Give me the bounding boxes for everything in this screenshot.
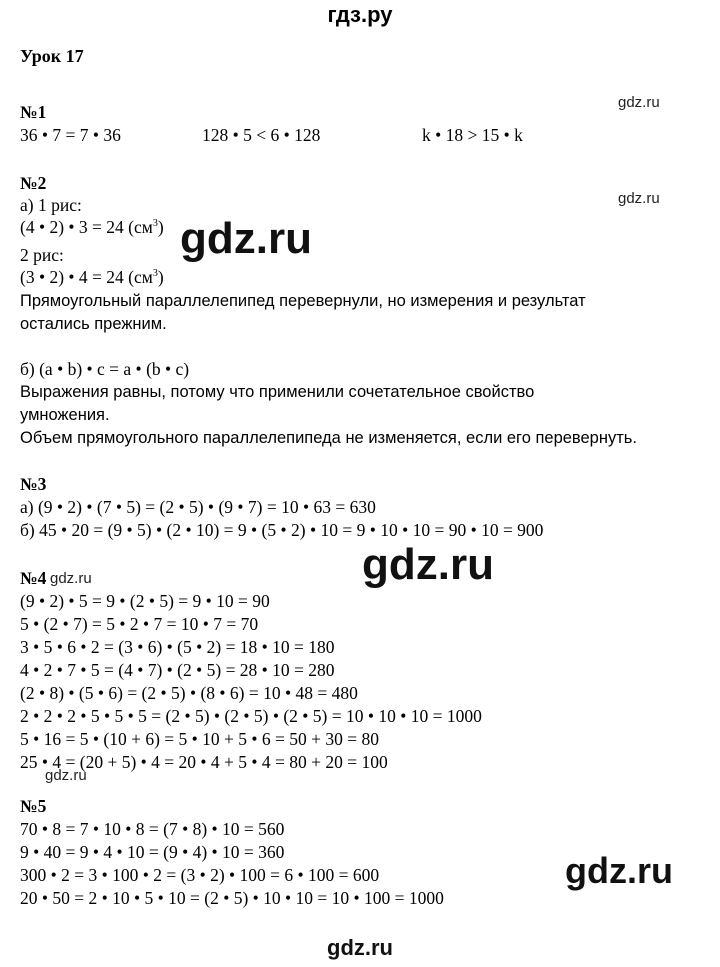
unit-close: )	[157, 217, 164, 237]
site-header: гдз.ру	[327, 2, 393, 27]
watermark-big: gdz.ru	[565, 850, 673, 891]
task1-expr3: k • 18 > 15 • k	[422, 125, 523, 145]
unit-close: )	[157, 267, 164, 287]
task4-line: 5 • 16 = 5 • (10 + 6) = 5 • 10 + 5 • 6 = 50 + 30 = 80	[20, 729, 379, 749]
expr-text: (3 • 2) • 4 = 24 (см	[20, 267, 153, 287]
watermark-small: gdz.ru	[50, 570, 92, 587]
task2-label: №2	[20, 173, 47, 193]
task1-expr2: 128 • 5 < 6 • 128	[202, 125, 321, 145]
task1-expr1: 36 • 7 = 7 • 36	[20, 125, 121, 145]
task5-line: 70 • 8 = 7 • 10 • 8 = (7 • 8) • 10 = 560	[20, 819, 285, 839]
watermark-big: gdz.ru	[362, 540, 494, 589]
task5-line: 9 • 40 = 9 • 4 • 10 = (9 • 4) • 10 = 360	[20, 842, 285, 862]
unit-power: 3	[152, 218, 158, 230]
task2-b-note1: Выражения равны, потому что применили сочетательное свойство	[20, 383, 535, 401]
task2-note2: остались прежним.	[20, 315, 167, 333]
task4-line: 25 • 4 = (20 + 5) • 4 = 20 • 4 + 5 • 4 = 80 + 20 = 100	[20, 752, 388, 772]
task4-line: 2 • 2 • 2 • 5 • 5 • 5 = (2 • 5) • (2 • 5) • (2 • 5) = 10 • 10 • 10 = 1000	[20, 706, 482, 726]
task2-b-note3: Объем прямоугольного параллелепипеда не изменяется, если его перевернуть.	[20, 429, 637, 447]
task2-b-note2: умножения.	[20, 406, 110, 424]
task2-pic2-label: 2 рис:	[20, 245, 64, 265]
task2-a-label: а) 1 рис:	[20, 195, 82, 215]
task5-line: 20 • 50 = 2 • 10 • 5 • 10 = (2 • 5) • 10 • 10 = 10 • 100 = 1000	[20, 888, 444, 908]
watermark-small: gdz.ru	[618, 190, 660, 207]
task2-a-expr	[20, 216, 164, 238]
task3-a: а) (9 • 2) • (7 • 5) = (2 • 5) • (9 • 7) = 10 • 63 = 630	[20, 497, 376, 517]
lesson-title: Урок 17	[20, 46, 84, 66]
task2-note1: Прямоугольный параллелепипед перевернули, но измерения и результат	[20, 292, 586, 310]
task4-label: №4	[20, 568, 47, 588]
task4-line: 5 • (2 • 7) = 5 • 2 • 7 = 10 • 7 = 70	[20, 614, 259, 634]
task2-b-expr: б) (a • b) • c = a • (b • c)	[20, 359, 190, 379]
task4-line: (2 • 8) • (5 • 6) = (2 • 5) • (8 • 6) = 10 • 48 = 480	[20, 683, 358, 703]
task4-line: (9 • 2) • 5 = 9 • (2 • 5) = 9 • 10 = 90	[20, 591, 270, 611]
task4-line: 4 • 2 • 7 • 5 = (4 • 7) • (2 • 5) = 28 • 10 = 280	[20, 660, 335, 680]
task3-b: б) 45 • 20 = (9 • 5) • (2 • 10) = 9 • (5 • 2) • 10 = 9 • 10 • 10 = 90 • 10 = 900	[20, 520, 544, 540]
watermark-footer: gdz.ru	[327, 935, 393, 960]
watermark-big: gdz.ru	[180, 214, 312, 263]
expr-text: (4 • 2) • 3 = 24 (см	[20, 217, 153, 237]
task2-pic2-expr	[20, 266, 164, 288]
task5-label: №5	[20, 796, 47, 816]
task5-line: 300 • 2 = 3 • 100 • 2 = (3 • 2) • 100 = 6 • 100 = 600	[20, 865, 380, 885]
unit-power: 3	[152, 268, 158, 280]
watermark-small: gdz.ru	[618, 94, 660, 111]
task4-line: 3 • 5 • 6 • 2 = (3 • 6) • (5 • 2) = 18 • 10 = 180	[20, 637, 335, 657]
watermark-small: gdz.ru	[45, 767, 87, 784]
task3-label: №3	[20, 474, 47, 494]
task1-label: №1	[20, 102, 47, 122]
